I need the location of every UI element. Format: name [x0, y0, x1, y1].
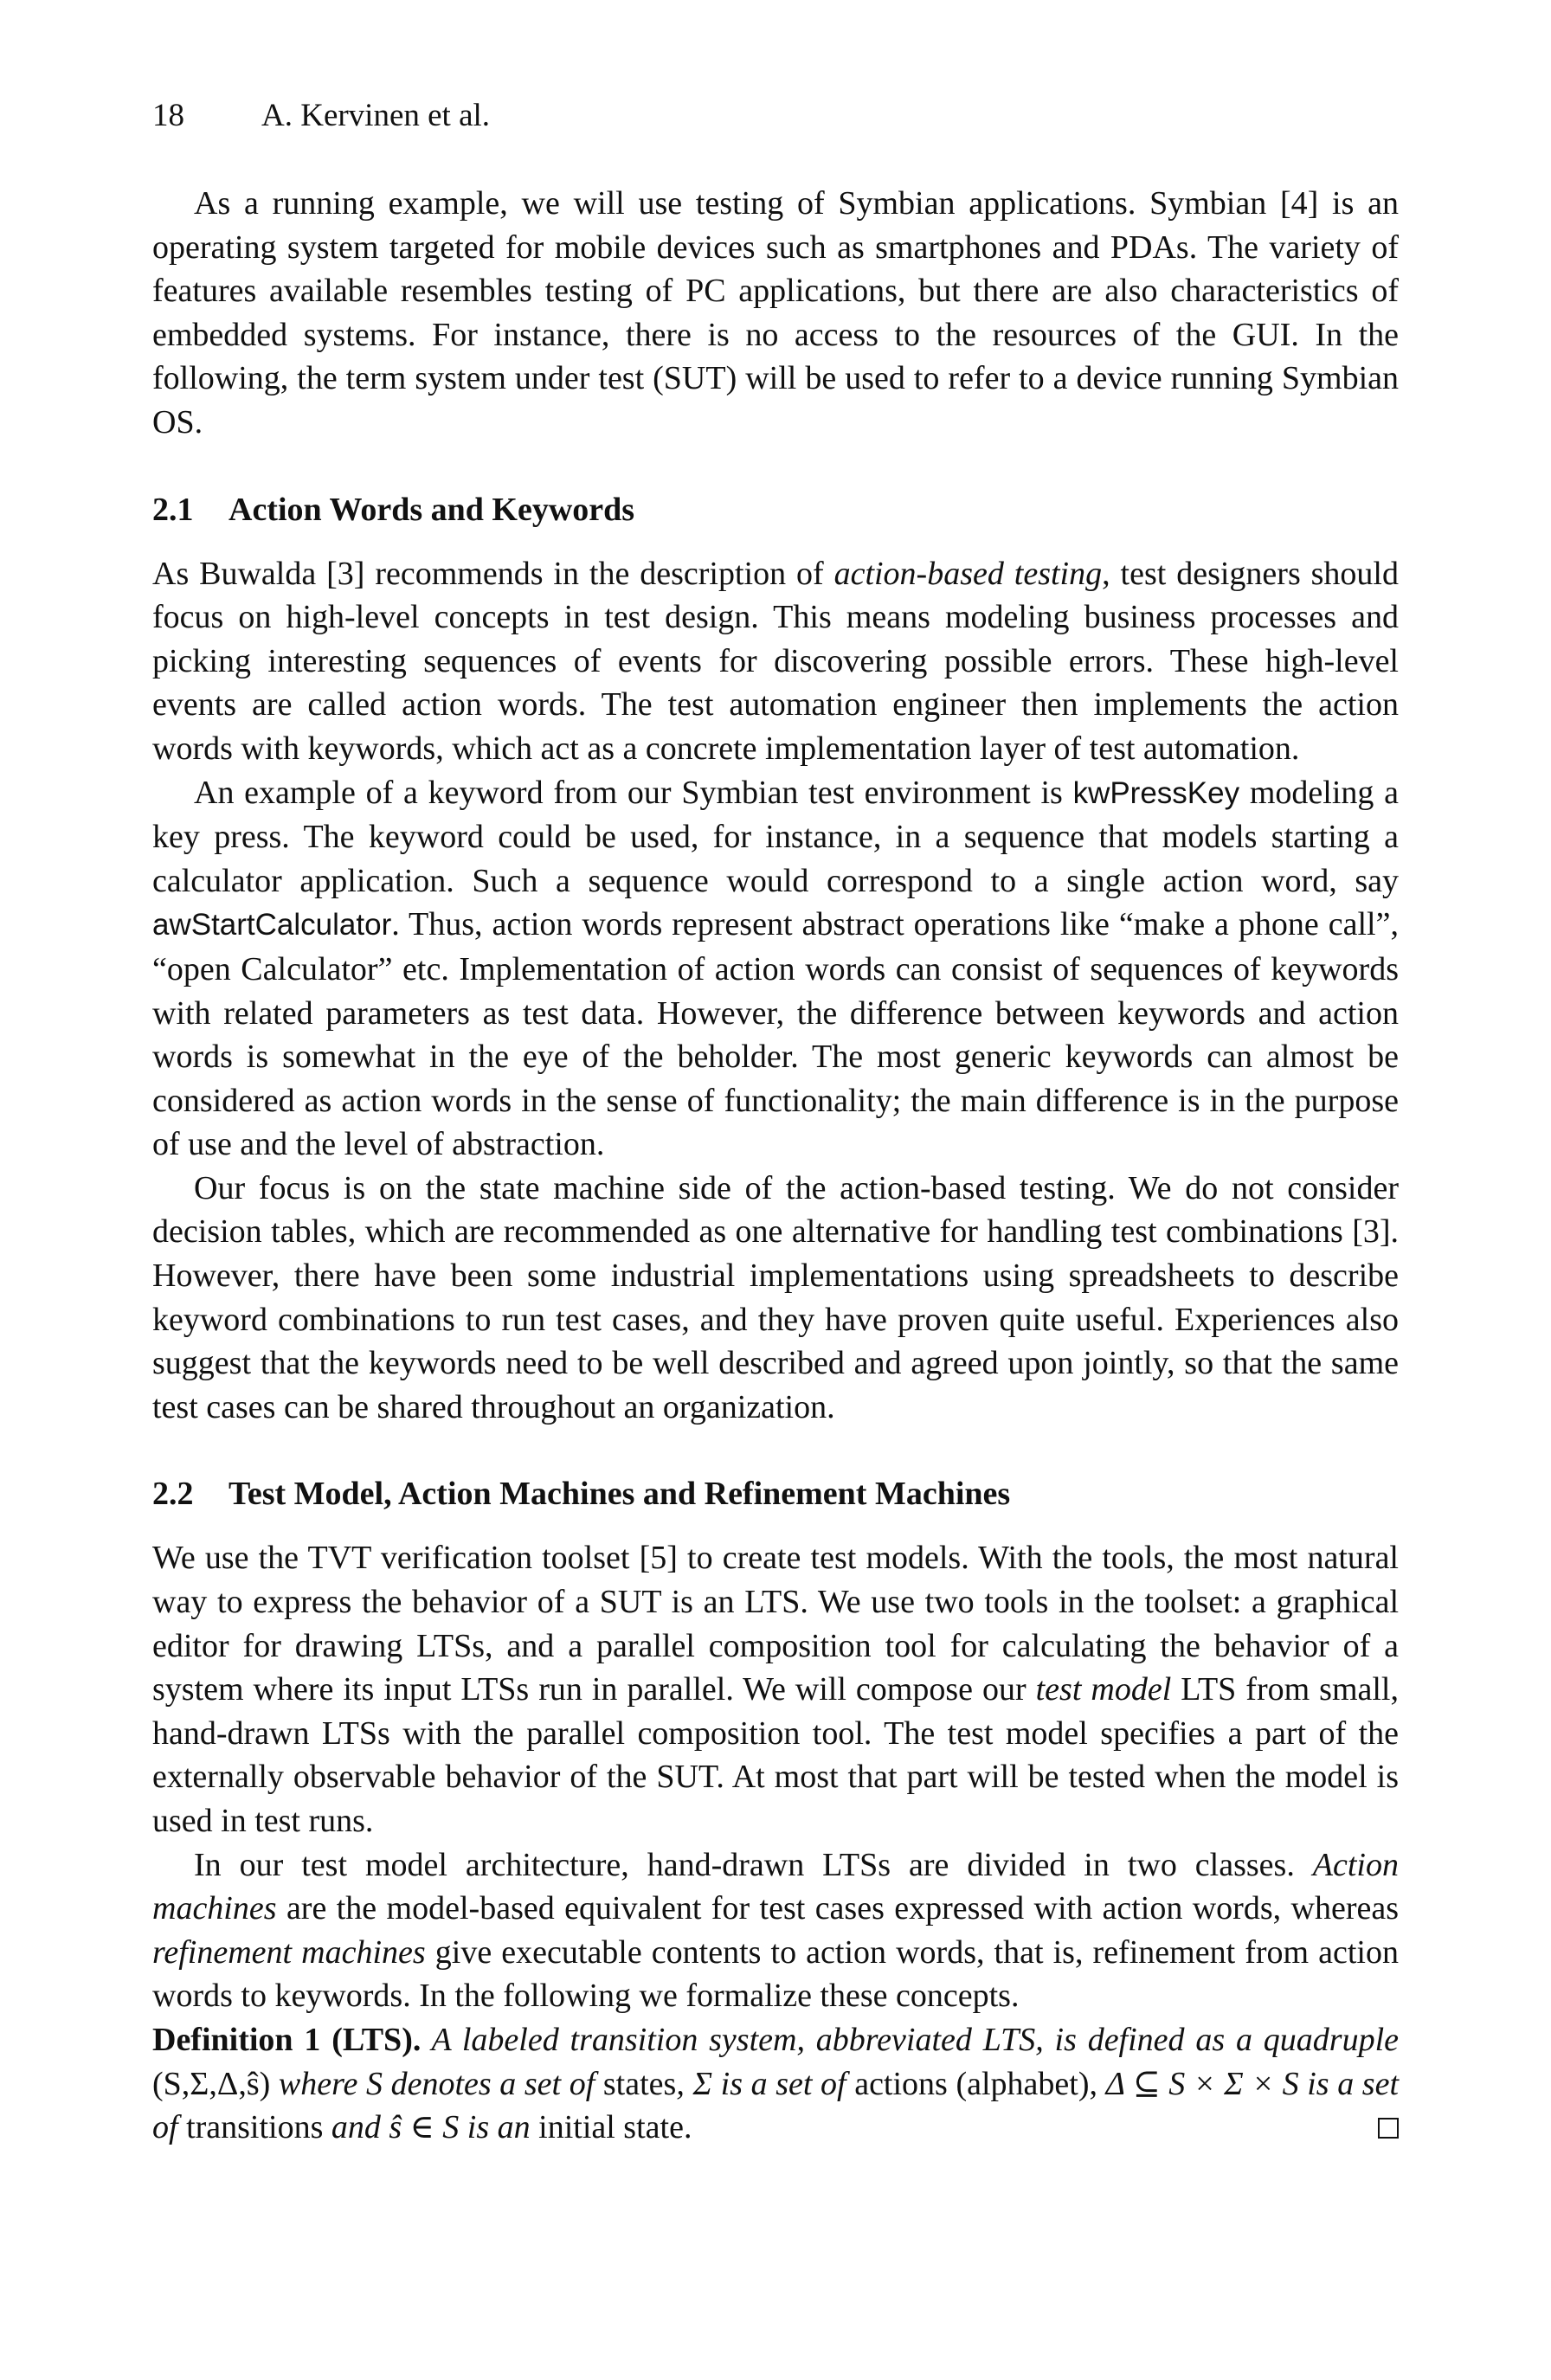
math-formula: Δ ⊆ S × Σ × S [1105, 2065, 1299, 2102]
emphasis: refinement machines [152, 1933, 426, 1971]
math-tuple: (S,Σ,Δ,ŝ) [152, 2065, 271, 2102]
text-span: In our test model architecture, hand-drawn LTSs are divided in two classes. [194, 1846, 1313, 1883]
definition-text: is a set of [152, 2065, 1400, 2146]
page-number: 18 [152, 98, 184, 133]
definition-text: A labeled transition system, abbreviated LTS, is defined as a quadruple [421, 2021, 1400, 2058]
text-span: modeling a key press. The keyword could be used, for instance, in a sequence that models starting a calculator application. Such a sequence would correspond to a single action word, say [152, 774, 1400, 899]
term-actions: actions [854, 2065, 948, 2102]
term-alphabet: alphabet [967, 2065, 1078, 2102]
definition-text: ), [1078, 2065, 1106, 2102]
intro-paragraph: As a running example, we will use testing of Symbian applications. Symbian [4] is an operating system targeted for mobile devices such as smartphones and PDAs. The variety of features available resembles testing of PC applications, but there are also characteristics of embedded systems. For instance, there is no access to the resources of the GUI. In the following, the term system under test (SUT) will be used to refer to a device running Symbian OS. [152, 185, 1399, 441]
qed-box-icon [1378, 2118, 1399, 2139]
text-span: , test designers should focus on high-level concepts in test design. This means modeling business processes and picking interesting sequences of events for discovering possible errors. These high-level events are called action words. The test automation engineer then implements the action words with keywords, which act as a concrete implementation layer of test automation. [152, 555, 1399, 767]
text-span: . Thus, action words represent abstract operations like “make a phone call”, “open Calculator” etc. Implementation of action words can consist of sequences of keywords with related parameters as test data. However, the difference between keywords and action words is somewhat in the eye of the beholder. The most generic keywords can almost be considered as action words in the sense of functionality; the main difference is in the purpose of use and the level of abstraction. [152, 906, 1399, 1163]
section-number: 2.1 [152, 491, 194, 528]
definition-text: , Σ is a set of [676, 2065, 855, 2102]
paragraph [152, 1843, 1399, 2018]
definition-text: ( [947, 2065, 968, 2102]
paragraph [152, 1536, 1399, 1843]
definition-text: where S denotes a set of [270, 2065, 603, 2102]
running-head-authors: A. Kervinen et al. [261, 98, 491, 133]
section-number: 2.2 [152, 1476, 194, 1513]
section-heading-2-1 [152, 488, 1399, 531]
emphasis: test model [1035, 1671, 1172, 1708]
section-heading-2-2 [152, 1472, 1399, 1515]
text-span: An example of a keyword from our Symbian test environment is [194, 774, 1073, 811]
section-title: Action Words and Keywords [228, 491, 635, 528]
text-span: LTS from small, hand-drawn LTSs with the parallel composition tool. The test model specifies a part of the externally observable behavior of the SUT. At most that part will be tested when the model is used in test runs. [152, 1671, 1399, 1839]
definition-text: and ŝ ∈ S is an [323, 2109, 539, 2146]
definition-label: Definition 1 (LTS). [152, 2021, 422, 2058]
text-span: are the model-based equivalent for test cases expressed with action words, whereas [276, 1890, 1399, 1927]
running-head [152, 95, 490, 137]
text-span: We use the TVT verification toolset [5] to create test models. With the tools, the most natural way to express the behavior of a SUT is an LTS. We use two tools in the toolset: a graphical editor for drawing LTSs, and a parallel composition tool for calculating the behavior of a system where its input LTSs run in parallel. We will compose our [152, 1540, 1399, 1708]
term-initial-state: initial state [538, 2109, 684, 2146]
text-span: give executable contents to action words, that is, refinement from action words to keywords. In the following we formalize these concepts. [152, 1933, 1399, 2015]
term-transitions: transitions [186, 2109, 324, 2146]
paragraph [152, 552, 1399, 771]
paragraph: Our focus is on the state machine side of the action-based testing. We do not consider decision tables, which are recommended as one alternative for handling test combinations [3]. However, there have been some industrial implementations using spreadsheets to describe keyword combinations to run test cases, and they have proven quite useful. Experiences also suggest that the keywords need to be well described and agreed upon jointly, so that the same test cases can be shared throughout an organization. [152, 1169, 1399, 1425]
definition-text: . [683, 2109, 692, 2146]
text-span: As Buwalda [3] recommends in the description of [152, 555, 834, 592]
body-text [152, 182, 1399, 2150]
term-states: states [602, 2065, 677, 2102]
section-title: Test Model, Action Machines and Refinement Machines [228, 1476, 1011, 1513]
paragraph [152, 771, 1399, 1167]
definition-1 [152, 2018, 1399, 2150]
action-word-code: awStartCalculator [152, 908, 392, 942]
keyword-code: kwPressKey [1072, 775, 1240, 810]
emphasis: Action machines [152, 1846, 1399, 1927]
emphasis: action-based testing [833, 555, 1103, 592]
